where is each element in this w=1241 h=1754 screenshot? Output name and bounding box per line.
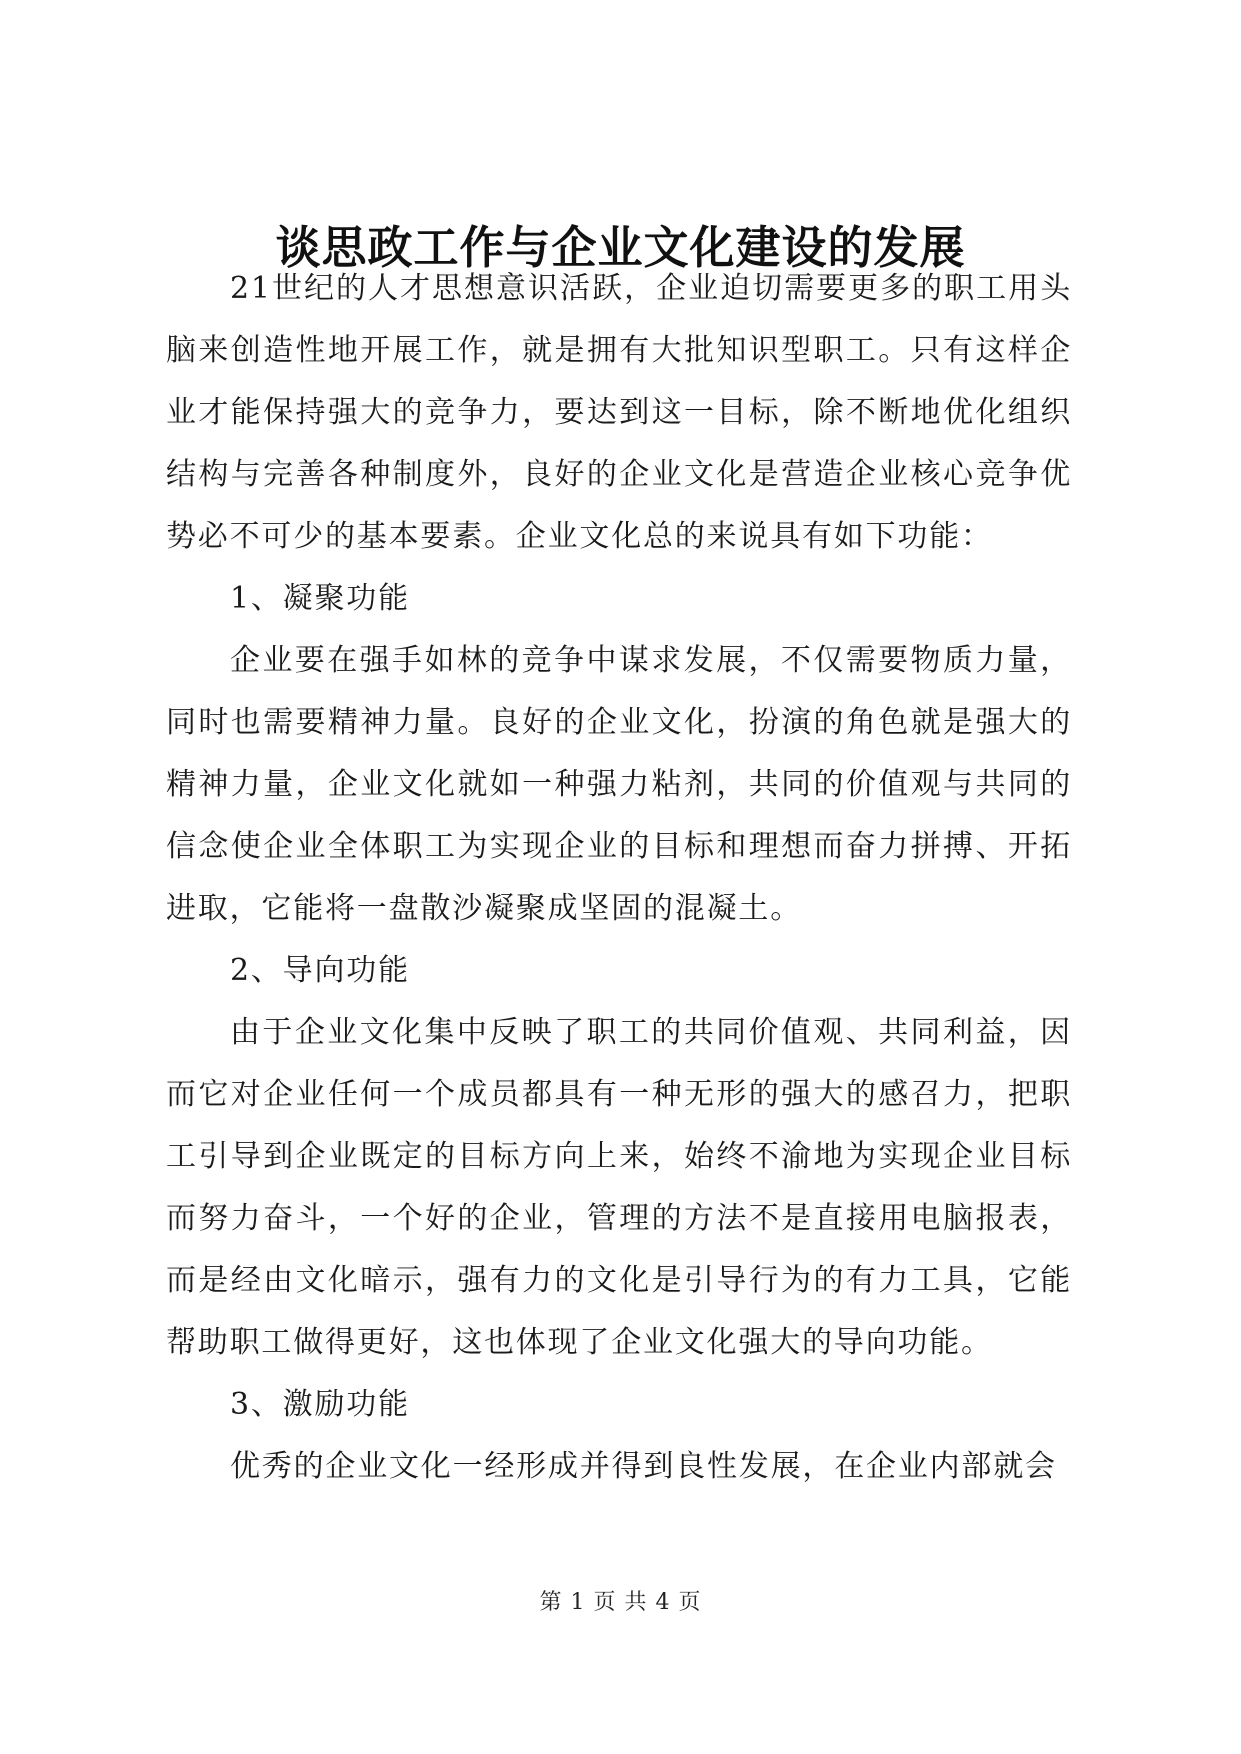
paragraph-intro: 21世纪的人才思想意识活跃，企业迫切需要更多的职工用头脑来创造性地开展工作，就是拥有大批知识型职工。只有这样企业才能保持强大的竞争力，要达到这一目标，除不断地优化组织结构与完善各种制度外，良好的企业文化是营造企业核心竞争优势必不可少的基本要素。企业文化总的来说具有如下功能： [166,271,1072,554]
section-heading-cohesion: 1、凝聚功能 [230,581,410,616]
page-number-footer: 第 1 页 共 4 页 [539,1590,702,1615]
section-heading-motivation: 3、激励功能 [230,1387,410,1422]
document-title: 谈思政工作与企业文化建设的发展 [275,221,966,274]
section-heading-guidance: 2、导向功能 [230,953,410,988]
paragraph-cohesion: 企业要在强手如林的竞争中谋求发展，不仅需要物质力量，同时也需要精神力量。良好的企业文化，扮演的角色就是强大的精神力量，企业文化就如一种强力粘剂，共同的价值观与共同的信念使企业全体职工为实现企业的目标和理想而奋力拼搏、开拓进取，它能将一盘散沙凝聚成坚固的混凝土。 [166,643,1072,926]
paragraph-motivation: 优秀的企业文化一经形成并得到良性发展，在企业内部就会 [230,1449,1057,1484]
document-body [166,258,1072,1498]
paragraph-guidance: 由于企业文化集中反映了职工的共同价值观、共同利益，因而它对企业任何一个成员都具有一种无形的强大的感召力，把职工引导到企业既定的目标方向上来，始终不渝地为实现企业目标而努力奋斗，一个好的企业，管理的方法不是直接用电脑报表，而是经由文化暗示，强有力的文化是引导行为的有力工具，它能帮助职工做得更好，这也体现了企业文化强大的导向功能。 [166,1015,1072,1360]
